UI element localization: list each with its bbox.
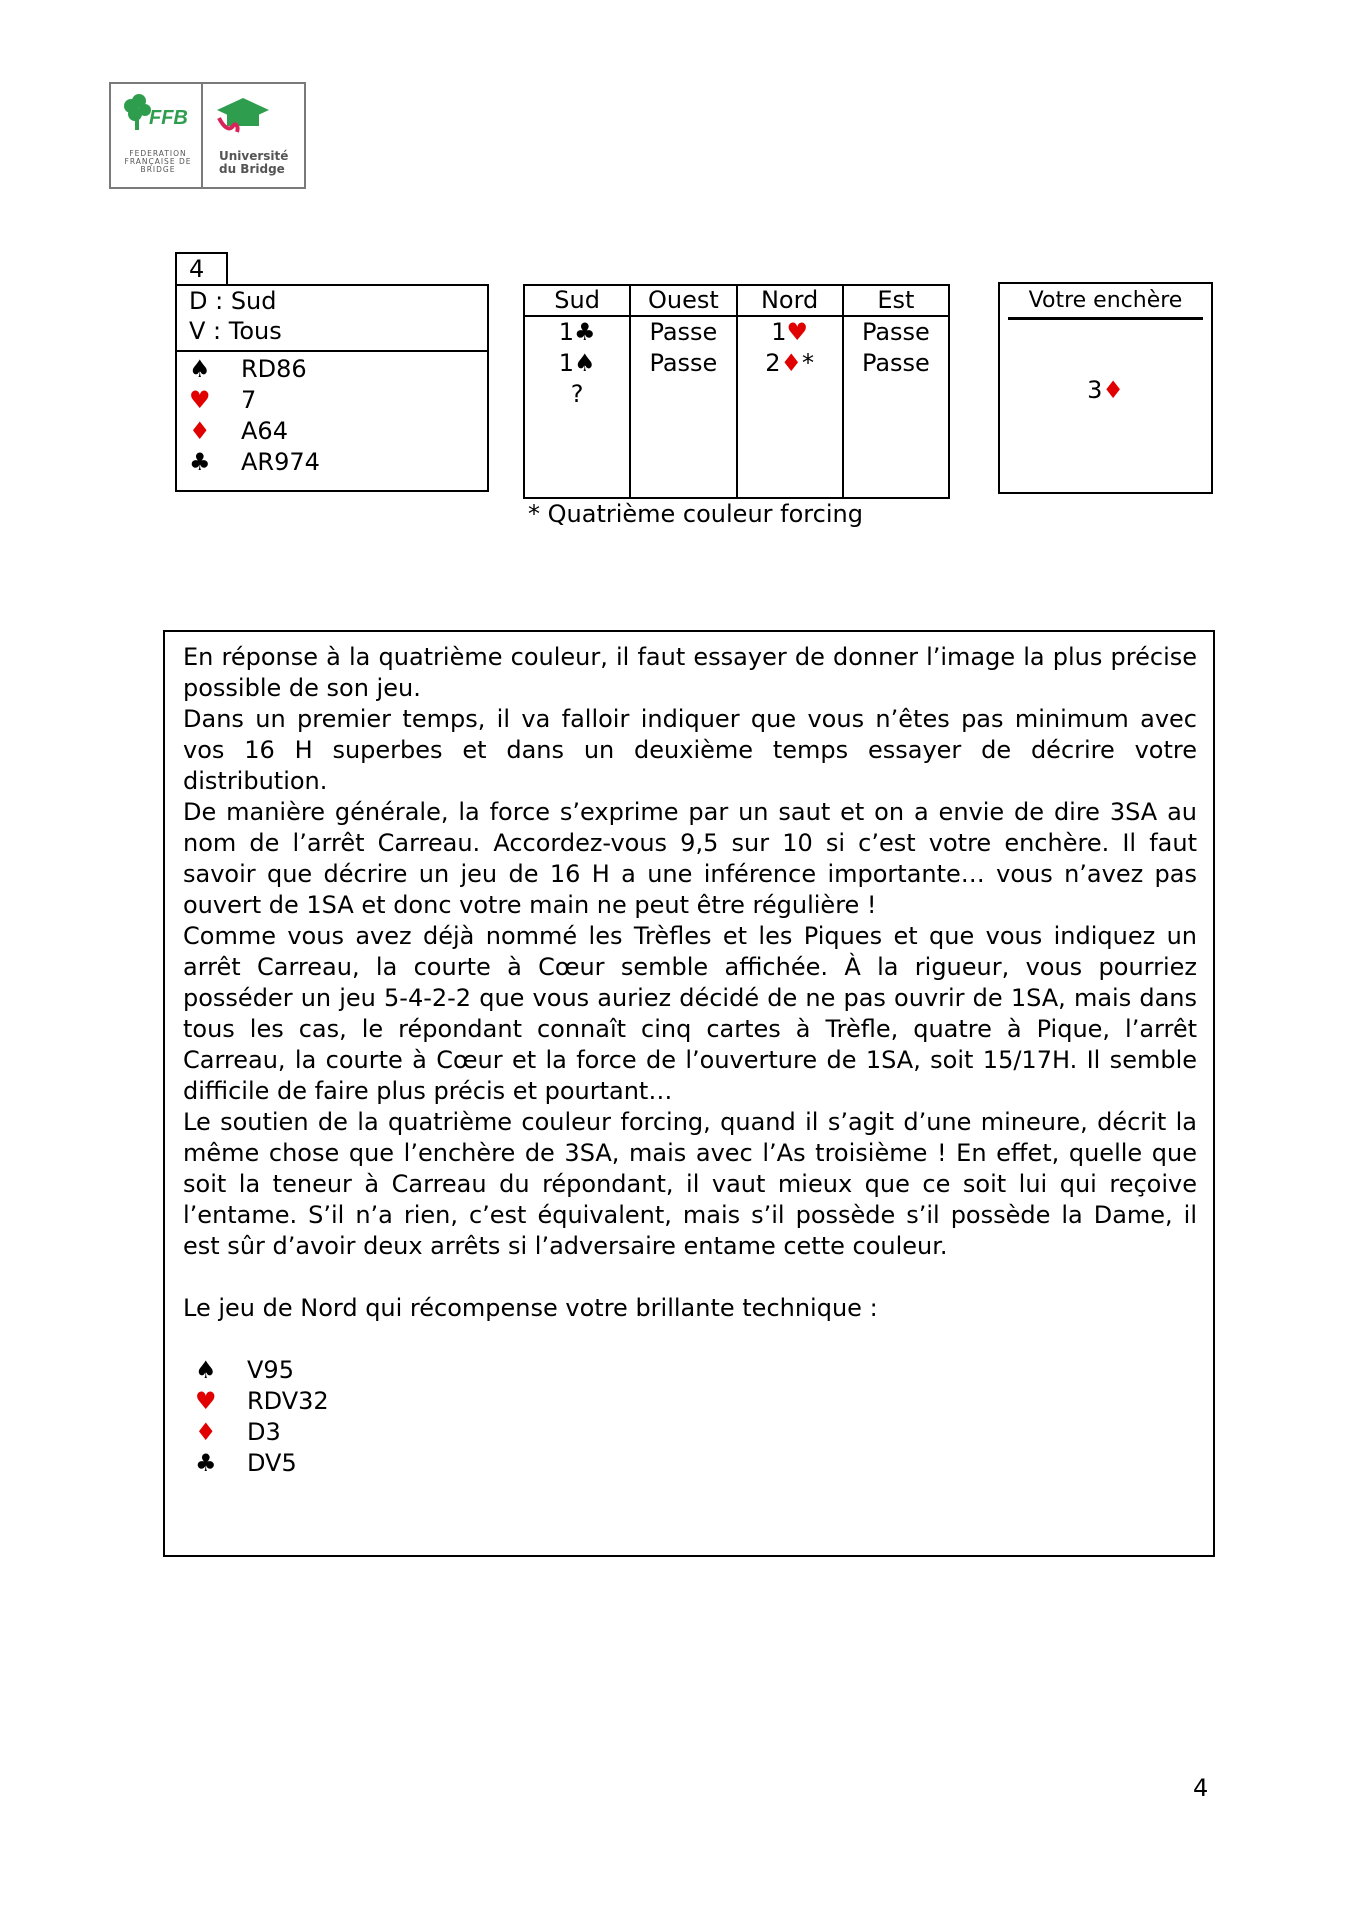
- deal-box: [175, 284, 489, 492]
- bidding-column-est: [844, 286, 948, 497]
- hand-row-diamonds: [189, 416, 487, 447]
- explanation-paragraph: Dans un premier temps, il va falloir indiquer que vous n’êtes pas minimum avec vos 16 H superbes et dans un deuxième temps essayer de décrire votre distribution.: [183, 705, 1197, 795]
- ffb-abbrev: FFB: [149, 107, 188, 129]
- bid-cell: Passe: [861, 349, 930, 377]
- tree-icon: [121, 94, 193, 134]
- club-icon: ♣: [195, 1449, 217, 1477]
- ffb-full-name: FEDERATION FRANÇAISE DE BRIDGE: [124, 149, 192, 174]
- answer-header: Votre enchère: [1028, 288, 1183, 313]
- bidding-footnote: * Quatrième couleur forcing: [528, 500, 863, 528]
- answer-level: 3: [1087, 376, 1103, 404]
- north-row-spades: [183, 1355, 1197, 1386]
- deal-number: 4: [175, 252, 228, 284]
- bid-cell: Passe: [649, 349, 718, 377]
- bid-level: 1: [771, 318, 787, 346]
- university-line-1: Université: [219, 149, 289, 163]
- hand-row-hearts: [189, 385, 487, 416]
- ffb-logo: [109, 82, 306, 189]
- diamond-cards: D3: [247, 1418, 281, 1446]
- page-number: 4: [1193, 1774, 1209, 1802]
- bidding-column-sud: [525, 286, 631, 497]
- spacer: [183, 1262, 1197, 1293]
- bid-level: 1: [558, 318, 574, 346]
- heart-cards: RDV32: [247, 1387, 329, 1415]
- vulnerability: V : Tous: [189, 317, 282, 345]
- bid-cell: [525, 379, 629, 410]
- explanation-paragraph: Le soutien de la quatrième couleur forcing, quand il s’agit d’une mineure, décrit la même chose que l’enchère de 3SA, mais avec l’As troisième ! En effet, quelle que soit la teneur à Carreau du répondant, il vaut mieux que ce soit lui qui reçoive l’entame. S’il n’a rien, c’est équivalent, mais s’il possède s’il possède la Dame, il est sûr d’avoir deux arrêts si l’adversaire entame cette couleur.: [183, 1108, 1197, 1260]
- dealer-vulnerability: [177, 286, 487, 352]
- bid-level: 1: [558, 349, 574, 377]
- bid-level: 2: [765, 349, 781, 377]
- university-name: [219, 150, 288, 176]
- club-cards: AR974: [241, 448, 320, 476]
- bidding-header-ouest: Ouest: [631, 286, 735, 317]
- diamond-icon: ♦: [189, 417, 211, 445]
- heart-icon: ♥: [189, 386, 211, 414]
- explanation-paragraph: De manière générale, la force s’exprime par un saut et on a envie de dire 3SA au nom de l’arrêt Carreau. Accordez-vous 9,5 sur 10 si c’est votre enchère. Il faut savoir que décrire un jeu de 16 H a une inférence importante… vous n’avez pas ouvert de 1SA et donc votre main ne peut être régulière !: [183, 798, 1197, 919]
- bidding-header-est: Est: [844, 286, 948, 317]
- explanation-box: [163, 630, 1215, 1557]
- heart-cards: 7: [241, 386, 257, 414]
- north-row-clubs: [183, 1448, 1197, 1479]
- bidding-header-sud: Sud: [525, 286, 629, 317]
- heart-icon: ♥: [786, 318, 809, 346]
- hand-row-clubs: [189, 447, 487, 478]
- answer-box: [998, 282, 1213, 494]
- logo-divider: [201, 84, 203, 187]
- answer-bid: [1000, 376, 1211, 404]
- answer-divider: [1008, 317, 1203, 320]
- spacer: [183, 1324, 1197, 1355]
- bid-cell: [525, 348, 629, 379]
- footnote-mark: *: [802, 349, 815, 377]
- diamond-icon: ♦: [780, 349, 803, 377]
- spade-icon: ♠: [195, 1356, 217, 1384]
- south-hand: [177, 352, 487, 478]
- heart-icon: ♥: [195, 1387, 217, 1415]
- hand-row-spades: [189, 354, 487, 385]
- spade-cards: V95: [247, 1356, 294, 1384]
- spade-icon: ♠: [189, 355, 211, 383]
- bid-cell: Passe: [861, 318, 930, 346]
- bid-cell: [738, 317, 842, 348]
- bid-cell: [738, 348, 842, 379]
- bidding-header-nord: Nord: [738, 286, 842, 317]
- graduation-cap-icon: [215, 96, 271, 138]
- north-row-hearts: [183, 1386, 1197, 1417]
- club-icon: ♣: [574, 318, 596, 346]
- university-line-2: du Bridge: [219, 162, 285, 176]
- bid-cell: [525, 317, 629, 348]
- diamond-icon: ♦: [195, 1418, 217, 1446]
- explanation-paragraph: En réponse à la quatrième couleur, il faut essayer de donner l’image la plus précise possible de son jeu.: [183, 643, 1197, 702]
- diamond-icon: ♦: [1102, 376, 1124, 404]
- bid-level: ?: [570, 380, 584, 408]
- north-row-diamonds: [183, 1417, 1197, 1448]
- spade-cards: RD86: [241, 355, 307, 383]
- club-cards: DV5: [247, 1449, 297, 1477]
- north-hand: [183, 1355, 1197, 1479]
- bidding-table: [523, 284, 950, 499]
- spade-icon: ♠: [574, 349, 596, 377]
- bidding-column-nord: [738, 286, 844, 497]
- explanation-paragraph: Comme vous avez déjà nommé les Trèfles et les Piques et que vous indiquez un arrêt Carreau, la courte à Cœur semble affichée. À la rigueur, vous pourriez posséder un jeu 5-4-2-2 que vous auriez décidé de ne pas ouvrir de 1SA, mais dans tous les cas, le répondant connaît cinq cartes à Trèfle, quatre à Pique, l’arrêt Carreau, la courte à Cœur et la force de l’ouverture de 1SA, soit 15/17H. Il semble difficile de faire plus précis et pourtant…: [183, 922, 1197, 1105]
- club-icon: ♣: [189, 448, 211, 476]
- north-hand-intro: Le jeu de Nord qui récompense votre brillante technique :: [183, 1294, 878, 1322]
- diamond-cards: A64: [241, 417, 288, 445]
- dealer: D : Sud: [189, 287, 277, 315]
- bid-cell: Passe: [649, 318, 718, 346]
- bidding-column-ouest: [631, 286, 737, 497]
